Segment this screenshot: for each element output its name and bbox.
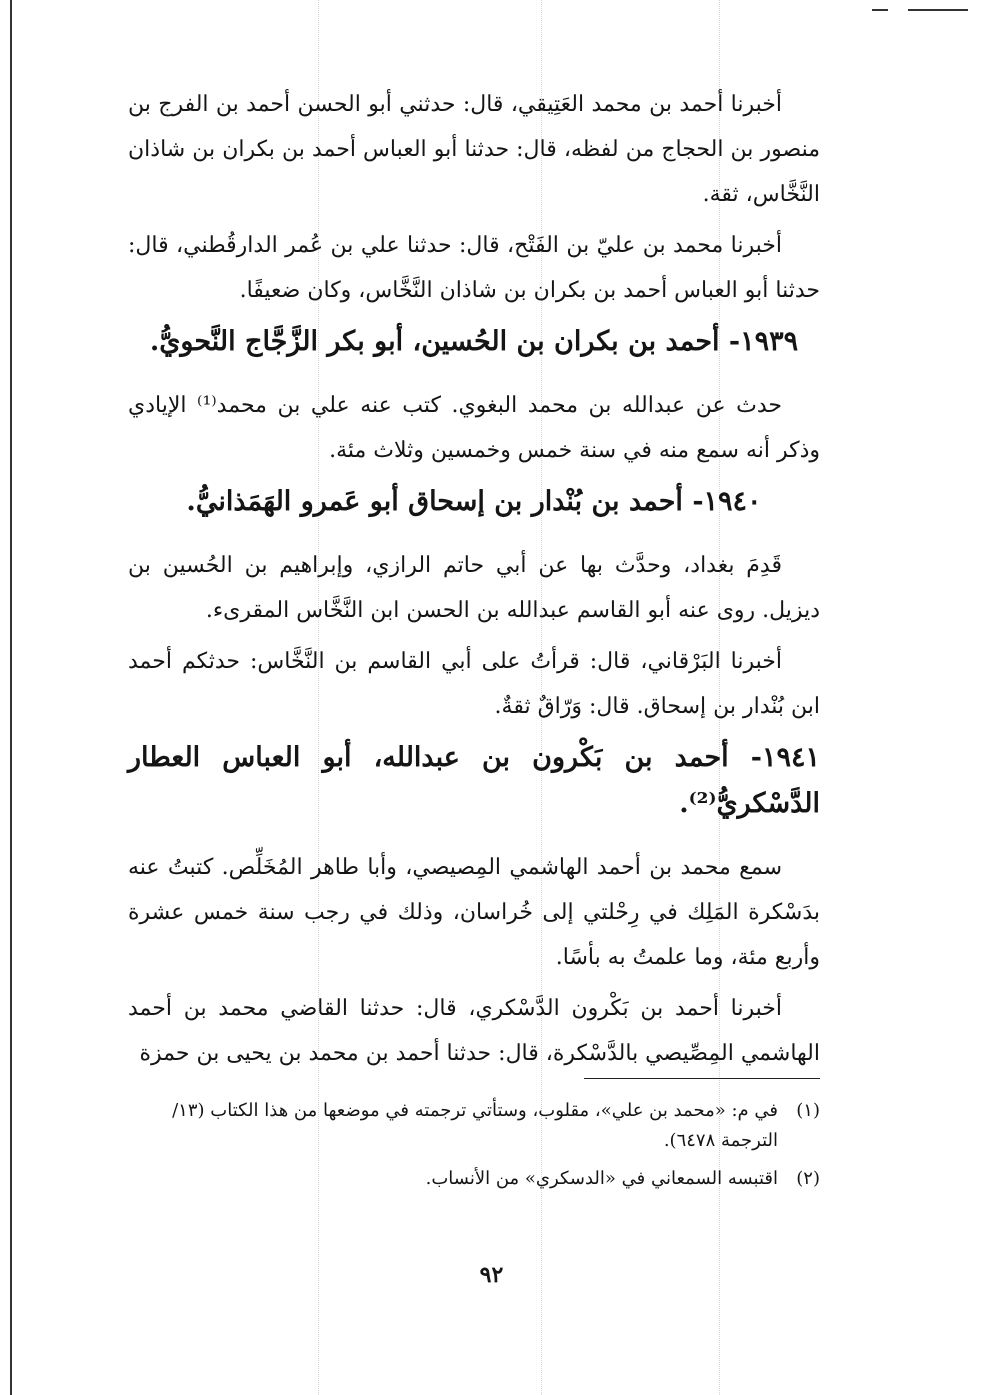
scan-corner-mark [872,9,888,11]
paragraph: أخبرنا أحمد بن بَكْرون الدَّسْكري، قال: حدثنا القاضي محمد بن أحمد الهاشمي المِصِّيصي بالدَّسْكرة، قال: حدثنا أحمد بن محمد بن يحيى بن حمزة [128,996,820,1066]
paragraph: قَدِمَ بغداد، وحدَّث بها عن أبي حاتم الرازي، وإبراهيم بن الحُسين بن ديزيل. روى عنه أبو القاسم عبدالله بن الحسن ابن النَّخَّاس المقرىء. [128,553,820,623]
footnote-number: (٢) [796,1168,820,1189]
entry-heading: ١٩٤١- أحمد بن بَكْرون بن عبدالله، أبو العباس العطار الدَّسْكريُّ⁽²⁾. [128,742,820,819]
footnote-number: (١) [796,1100,820,1121]
page-body [128,82,820,1082]
paragraph: أخبرنا أحمد بن محمد العَتِيقي، قال: حدثني أبو الحسن أحمد بن الفرج بن منصور بن الحجاج من لفظه، قال: حدثنا أبو العباس أحمد بن بكران بن شاذان النَّخَّاس، ثقة. [128,92,820,207]
scan-corner-mark [908,9,968,11]
entry-heading: ١٩٤٠- أحمد بن بُنْدار بن إسحاق أبو عَمرو الهَمَذانيُّ. [186,486,762,517]
scan-edge-line [10,0,12,1395]
footnote [112,1164,820,1194]
footnote-separator [584,1078,820,1079]
paragraph: أخبرنا البَرْقاني، قال: قرأتُ على أبي القاسم بن النَّخَّاس: حدثكم أحمد ابن بُنْدار بن إسحاق. قال: وَرّاقٌ ثقةٌ. [128,649,820,719]
footnote [112,1096,820,1156]
footnote-text: اقتبسه السمعاني في «الدسكري» من الأنساب. [425,1168,778,1189]
paragraph: سمع محمد بن أحمد الهاشمي المِصيصي، وأبا طاهر المُخَلِّص. كتبتُ عنه بدَسْكرة المَلِك في رِحْلتي إلى خُراسان، وذلك في رجب سنة خمس عشرة وأربع مئة، وما علمتُ به بأسًا. [128,855,820,970]
footnote-text: في م: «محمد بن علي»، مقلوب، وستأتي ترجمته في موضعها من هذا الكتاب (١٣/ الترجمة ٦٤٧٨). [172,1100,778,1151]
footnotes [112,1096,820,1202]
paragraph: حدث عن عبدالله بن محمد البغوي. كتب عنه علي بن محمد⁽¹⁾ الإيادي وذكر أنه سمع منه في سنة خمس وخمسين وثلاث مئة. [128,393,820,463]
entry-heading: ١٩٣٩- أحمد بن بكران بن الحُسين، أبو بكر الزَّجَّاج النَّحويُّ. [149,326,799,357]
paragraph: أخبرنا محمد بن عليّ بن الفَتْح، قال: حدثنا علي بن عُمر الدارقُطني، قال: حدثنا أبو العباس أحمد بن بكران بن شاذان النَّخَّاس، وكان ضعيفًا. [128,233,820,303]
page-number: ٩٢ [479,1262,504,1288]
